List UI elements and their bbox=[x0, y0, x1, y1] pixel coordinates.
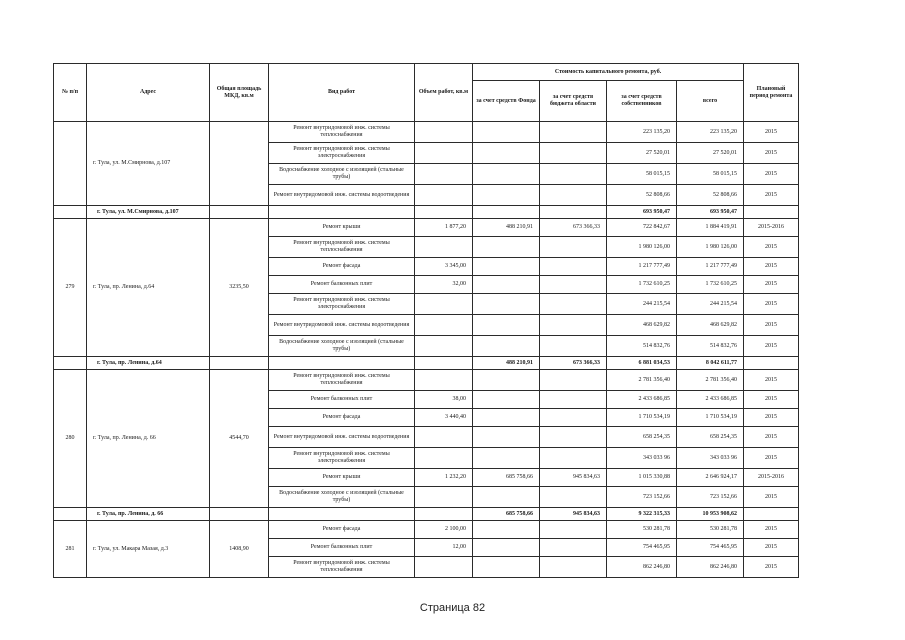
work-type-cell: Ремонт балконных плит bbox=[269, 276, 415, 294]
table-row bbox=[54, 370, 799, 391]
subtotal-fund bbox=[473, 206, 540, 219]
volume-cell bbox=[415, 143, 473, 164]
volume-cell: 2 100,00 bbox=[415, 521, 473, 539]
region-cell bbox=[540, 164, 607, 185]
total-cell: 58 015,15 bbox=[677, 164, 744, 185]
volume-cell: 3 345,00 bbox=[415, 258, 473, 276]
subtotal-volume-cell bbox=[415, 357, 473, 370]
fund-cell bbox=[473, 237, 540, 258]
volume-cell: 38,00 bbox=[415, 391, 473, 409]
total-cell: 514 832,76 bbox=[677, 336, 744, 357]
work-type-cell: Ремонт балконных плит bbox=[269, 539, 415, 557]
period-cell: 2015 bbox=[744, 409, 799, 427]
volume-cell bbox=[415, 164, 473, 185]
volume-cell bbox=[415, 448, 473, 469]
period-cell: 2015-2016 bbox=[744, 469, 799, 487]
region-cell bbox=[540, 521, 607, 539]
subtotal-num-cell bbox=[54, 357, 87, 370]
subtotal-label: г. Тула, пр. Ленина, д.64 bbox=[87, 357, 210, 370]
row-number: 279 bbox=[54, 219, 87, 357]
volume-cell: 1 232,20 bbox=[415, 469, 473, 487]
fund-cell bbox=[473, 294, 540, 315]
region-cell bbox=[540, 122, 607, 143]
header-owners: за счет средств собственников bbox=[607, 81, 677, 122]
header-volume: Объем работ, кв.м bbox=[415, 64, 473, 122]
header-fund: за счет средств Фонда bbox=[473, 81, 540, 122]
region-cell: 673 366,33 bbox=[540, 219, 607, 237]
period-cell: 2015 bbox=[744, 539, 799, 557]
owners-cell: 244 215,54 bbox=[607, 294, 677, 315]
volume-cell bbox=[415, 185, 473, 206]
volume-cell: 32,00 bbox=[415, 276, 473, 294]
volume-cell: 3 440,40 bbox=[415, 409, 473, 427]
total-cell: 1 980 126,00 bbox=[677, 237, 744, 258]
work-type-cell: Ремонт внутридомовой инж. системы водоотведения bbox=[269, 427, 415, 448]
header-num: № п/п bbox=[54, 64, 87, 122]
subtotal-volume-cell bbox=[415, 206, 473, 219]
subtotal-owners: 9 322 315,33 bbox=[607, 508, 677, 521]
subtotal-total: 10 953 908,62 bbox=[677, 508, 744, 521]
total-cell: 1 884 419,91 bbox=[677, 219, 744, 237]
region-cell bbox=[540, 294, 607, 315]
period-cell: 2015 bbox=[744, 294, 799, 315]
period-cell: 2015 bbox=[744, 521, 799, 539]
subtotal-fund: 488 210,91 bbox=[473, 357, 540, 370]
header-address: Адрес bbox=[87, 64, 210, 122]
period-cell: 2015 bbox=[744, 258, 799, 276]
total-cell: 2 433 686,85 bbox=[677, 391, 744, 409]
owners-cell: 27 520,01 bbox=[607, 143, 677, 164]
subtotal-row bbox=[54, 357, 799, 370]
subtotal-row bbox=[54, 508, 799, 521]
period-cell: 2015 bbox=[744, 336, 799, 357]
subtotal-period-cell bbox=[744, 508, 799, 521]
region-cell bbox=[540, 185, 607, 206]
region-cell bbox=[540, 391, 607, 409]
period-cell: 2015 bbox=[744, 143, 799, 164]
work-type-cell: Ремонт внутридомовой инж. системы водоотведения bbox=[269, 315, 415, 336]
header-total: всего bbox=[677, 81, 744, 122]
owners-cell: 862 246,80 bbox=[607, 557, 677, 578]
work-type-cell: Ремонт внутридомовой инж. системы теплоснабжения bbox=[269, 237, 415, 258]
owners-cell: 722 842,67 bbox=[607, 219, 677, 237]
row-number: 281 bbox=[54, 521, 87, 578]
subtotal-volume-cell bbox=[415, 508, 473, 521]
total-cell: 1 732 610,25 bbox=[677, 276, 744, 294]
total-cell: 244 215,54 bbox=[677, 294, 744, 315]
table-body bbox=[54, 122, 799, 578]
table-row bbox=[54, 521, 799, 539]
subtotal-region: 945 834,63 bbox=[540, 508, 607, 521]
region-cell bbox=[540, 237, 607, 258]
subtotal-owners: 6 881 034,53 bbox=[607, 357, 677, 370]
owners-cell: 1 980 126,00 bbox=[607, 237, 677, 258]
subtotal-label: г. Тула, ул. М.Смирнова, д.107 bbox=[87, 206, 210, 219]
work-type-cell: Ремонт внутридомовой инж. системы теплоснабжения bbox=[269, 370, 415, 391]
owners-cell: 514 832,76 bbox=[607, 336, 677, 357]
area-cell: 1408,90 bbox=[210, 521, 269, 578]
work-type-cell: Ремонт крыши bbox=[269, 219, 415, 237]
total-cell: 754 465,95 bbox=[677, 539, 744, 557]
fund-cell bbox=[473, 336, 540, 357]
row-number bbox=[54, 122, 87, 206]
work-type-cell: Ремонт внутридомовой инж. системы электроснабжения bbox=[269, 448, 415, 469]
total-cell: 343 033 96 bbox=[677, 448, 744, 469]
volume-cell bbox=[415, 370, 473, 391]
header-cost-group: Стоимость капитального ремонта, руб. bbox=[473, 64, 744, 81]
header-period: Плановый период ремонта bbox=[744, 64, 799, 122]
work-type-cell: Водоснабжение холодное с изоляцией (стальные трубы) bbox=[269, 164, 415, 185]
owners-cell: 468 629,82 bbox=[607, 315, 677, 336]
table-row bbox=[54, 122, 799, 143]
subtotal-region bbox=[540, 206, 607, 219]
subtotal-total: 693 950,47 bbox=[677, 206, 744, 219]
subtotal-region: 673 366,33 bbox=[540, 357, 607, 370]
owners-cell: 1 217 777,49 bbox=[607, 258, 677, 276]
work-type-cell: Ремонт внутридомовой инж. системы электроснабжения bbox=[269, 143, 415, 164]
region-cell bbox=[540, 557, 607, 578]
fund-cell bbox=[473, 143, 540, 164]
address-cell: г. Тула, ул. Макара Мазая, д.3 bbox=[87, 521, 210, 578]
work-type-cell: Ремонт внутридомовой инж. системы водоотведения bbox=[269, 185, 415, 206]
owners-cell: 52 808,66 bbox=[607, 185, 677, 206]
owners-cell: 2 433 686,85 bbox=[607, 391, 677, 409]
page-number: Страница 82 bbox=[419, 602, 486, 614]
header-area: Общая площадь МКД, кв.м bbox=[210, 64, 269, 122]
fund-cell bbox=[473, 487, 540, 508]
work-type-cell: Ремонт балконных плит bbox=[269, 391, 415, 409]
total-cell: 223 135,20 bbox=[677, 122, 744, 143]
owners-cell: 2 781 356,40 bbox=[607, 370, 677, 391]
subtotal-owners: 693 950,47 bbox=[607, 206, 677, 219]
volume-cell bbox=[415, 315, 473, 336]
region-cell bbox=[540, 143, 607, 164]
period-cell: 2015 bbox=[744, 557, 799, 578]
area-cell: 3235,50 bbox=[210, 219, 269, 357]
total-cell: 723 152,66 bbox=[677, 487, 744, 508]
total-cell: 52 808,66 bbox=[677, 185, 744, 206]
owners-cell: 1 710 534,19 bbox=[607, 409, 677, 427]
fund-cell bbox=[473, 185, 540, 206]
period-cell: 2015 bbox=[744, 276, 799, 294]
fund-cell bbox=[473, 258, 540, 276]
fund-cell bbox=[473, 448, 540, 469]
subtotal-num-cell bbox=[54, 206, 87, 219]
fund-cell bbox=[473, 164, 540, 185]
volume-cell bbox=[415, 487, 473, 508]
region-cell bbox=[540, 409, 607, 427]
total-cell: 2 781 356,40 bbox=[677, 370, 744, 391]
region-cell bbox=[540, 539, 607, 557]
work-type-cell: Ремонт крыши bbox=[269, 469, 415, 487]
volume-cell bbox=[415, 336, 473, 357]
fund-cell bbox=[473, 370, 540, 391]
volume-cell bbox=[415, 294, 473, 315]
owners-cell: 658 254,35 bbox=[607, 427, 677, 448]
header-work: Вид работ bbox=[269, 64, 415, 122]
region-cell bbox=[540, 315, 607, 336]
region-cell bbox=[540, 487, 607, 508]
subtotal-fund: 685 758,66 bbox=[473, 508, 540, 521]
volume-cell bbox=[415, 557, 473, 578]
subtotal-area-cell bbox=[210, 357, 269, 370]
volume-cell: 1 877,20 bbox=[415, 219, 473, 237]
total-cell: 2 646 924,17 bbox=[677, 469, 744, 487]
subtotal-work-cell bbox=[269, 357, 415, 370]
volume-cell bbox=[415, 427, 473, 448]
area-cell bbox=[210, 122, 269, 206]
total-cell: 658 254,35 bbox=[677, 427, 744, 448]
work-type-cell: Ремонт внутридомовой инж. системы электроснабжения bbox=[269, 294, 415, 315]
total-cell: 1 217 777,49 bbox=[677, 258, 744, 276]
region-cell bbox=[540, 276, 607, 294]
period-cell: 2015 bbox=[744, 185, 799, 206]
fund-cell bbox=[473, 557, 540, 578]
volume-cell bbox=[415, 122, 473, 143]
fund-cell bbox=[473, 391, 540, 409]
period-cell: 2015-2016 bbox=[744, 219, 799, 237]
work-type-cell: Ремонт фасада bbox=[269, 521, 415, 539]
subtotal-work-cell bbox=[269, 508, 415, 521]
work-type-cell: Водоснабжение холодное с изоляцией (стальные трубы) bbox=[269, 336, 415, 357]
region-cell bbox=[540, 448, 607, 469]
owners-cell: 223 135,20 bbox=[607, 122, 677, 143]
fund-cell bbox=[473, 409, 540, 427]
volume-cell bbox=[415, 237, 473, 258]
table-row bbox=[54, 219, 799, 237]
owners-cell: 530 281,78 bbox=[607, 521, 677, 539]
header-region: за счет средств бюджета области bbox=[540, 81, 607, 122]
address-cell: г. Тула, ул. М.Смирнова, д.107 bbox=[87, 122, 210, 206]
subtotal-row bbox=[54, 206, 799, 219]
region-cell bbox=[540, 258, 607, 276]
capital-repair-table bbox=[53, 63, 799, 578]
total-cell: 27 520,01 bbox=[677, 143, 744, 164]
period-cell: 2015 bbox=[744, 237, 799, 258]
work-type-cell: Ремонт фасада bbox=[269, 409, 415, 427]
owners-cell: 723 152,66 bbox=[607, 487, 677, 508]
owners-cell: 1 015 330,88 bbox=[607, 469, 677, 487]
owners-cell: 1 732 610,25 bbox=[607, 276, 677, 294]
owners-cell: 754 465,95 bbox=[607, 539, 677, 557]
fund-cell bbox=[473, 315, 540, 336]
address-cell: г. Тула, пр. Ленина, д.64 bbox=[87, 219, 210, 357]
subtotal-num-cell bbox=[54, 508, 87, 521]
period-cell: 2015 bbox=[744, 164, 799, 185]
fund-cell bbox=[473, 521, 540, 539]
period-cell: 2015 bbox=[744, 487, 799, 508]
table-header bbox=[54, 64, 799, 122]
fund-cell: 488 210,91 bbox=[473, 219, 540, 237]
work-type-cell: Водоснабжение холодное с изоляцией (стальные трубы) bbox=[269, 487, 415, 508]
total-cell: 862 246,80 bbox=[677, 557, 744, 578]
owners-cell: 58 015,15 bbox=[607, 164, 677, 185]
fund-cell: 685 758,66 bbox=[473, 469, 540, 487]
period-cell: 2015 bbox=[744, 315, 799, 336]
subtotal-period-cell bbox=[744, 357, 799, 370]
fund-cell bbox=[473, 276, 540, 294]
subtotal-label: г. Тула, пр. Ленина, д. 66 bbox=[87, 508, 210, 521]
region-cell: 945 834,63 bbox=[540, 469, 607, 487]
region-cell bbox=[540, 370, 607, 391]
total-cell: 530 281,78 bbox=[677, 521, 744, 539]
total-cell: 1 710 534,19 bbox=[677, 409, 744, 427]
work-type-cell: Ремонт внутридомовой инж. системы теплоснабжения bbox=[269, 122, 415, 143]
total-cell: 468 629,82 bbox=[677, 315, 744, 336]
area-cell: 4544,70 bbox=[210, 370, 269, 508]
period-cell: 2015 bbox=[744, 391, 799, 409]
subtotal-area-cell bbox=[210, 206, 269, 219]
subtotal-total: 8 042 611,77 bbox=[677, 357, 744, 370]
region-cell bbox=[540, 336, 607, 357]
period-cell: 2015 bbox=[744, 427, 799, 448]
subtotal-area-cell bbox=[210, 508, 269, 521]
fund-cell bbox=[473, 539, 540, 557]
period-cell: 2015 bbox=[744, 448, 799, 469]
volume-cell: 12,00 bbox=[415, 539, 473, 557]
period-cell: 2015 bbox=[744, 122, 799, 143]
work-type-cell: Ремонт фасада bbox=[269, 258, 415, 276]
period-cell: 2015 bbox=[744, 370, 799, 391]
fund-cell bbox=[473, 122, 540, 143]
subtotal-period-cell bbox=[744, 206, 799, 219]
row-number: 280 bbox=[54, 370, 87, 508]
fund-cell bbox=[473, 427, 540, 448]
owners-cell: 343 033 96 bbox=[607, 448, 677, 469]
subtotal-work-cell bbox=[269, 206, 415, 219]
region-cell bbox=[540, 427, 607, 448]
address-cell: г. Тула, пр. Ленина, д. 66 bbox=[87, 370, 210, 508]
work-type-cell: Ремонт внутридомовой инж. системы теплоснабжения bbox=[269, 557, 415, 578]
